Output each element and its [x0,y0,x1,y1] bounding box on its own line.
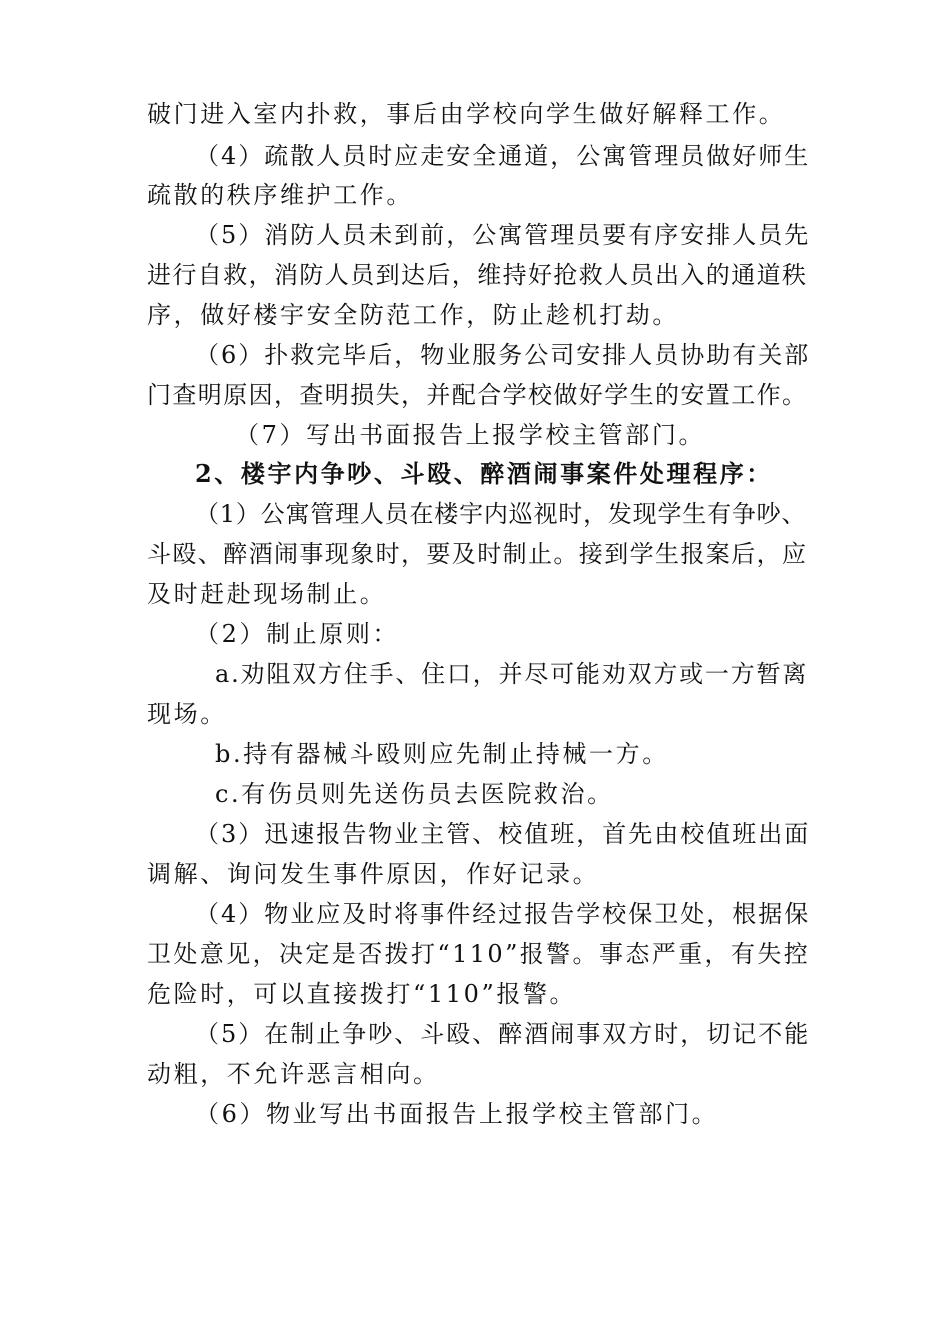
text-line: 危险时，可以直接拨打“110”报警。 [147,980,577,1008]
text-line: 疏散的秩序维护工作。 [147,181,413,209]
text-line: 及时赶赴现场制止。 [147,580,387,608]
text-line: 破门进入室内扑救，事后由学校向学生做好解释工作。 [147,100,786,128]
text-line: （2）制止原则： [195,620,400,648]
text-line: （6）物业写出书面报告上报学校主管部门。 [195,1100,719,1128]
text-line: c.有伤员则先送伤员去医院救治。 [215,780,614,808]
text-line: 动粗，不允许恶言相向。 [147,1060,440,1088]
text-line: 斗殴、醉酒闹事现象时，要及时制止。接到学生报案后，应 [147,540,808,568]
text-line: a.劝阻双方住手、住口，并尽可能劝双方或一方暂离 [215,660,809,688]
text-line: 序，做好楼宇安全防范工作，防止趁机打劫。 [147,301,679,329]
text-line: （5）在制止争吵、斗殴、醉酒闹事双方时，切记不能 [195,1020,811,1048]
text-line: b.持有器械斗殴则应先制止持械一方。 [215,740,669,768]
text-line: （1）公寓管理人员在楼宇内巡视时，发现学生有争吵、 [195,500,807,528]
text-line: （4）疏散人员时应走安全通道，公寓管理员做好师生 [195,142,811,170]
text-line: （7）写出书面报告上报学校主管部门。 [235,421,706,449]
text-line: （6）扑救完毕后，物业服务公司安排人员协助有关部 [195,341,811,369]
section-heading: 2、楼宇内争吵、斗殴、醉酒闹事案件处理程序： [195,459,773,488]
text-line: 进行自救，消防人员到达后，维持好抢救人员出入的通道秩 [147,261,808,289]
text-line: （5）消防人员未到前，公寓管理员要有序安排人员先 [195,221,811,249]
text-line: 门查明原因，查明损失，并配合学校做好学生的安置工作。 [147,381,808,409]
text-line: （4）物业应及时将事件经过报告学校保卫处，根据保 [195,900,811,928]
text-line: 现场。 [147,700,227,728]
text-line: （3）迅速报告物业主管、校值班，首先由校值班出面 [195,820,811,848]
text-line: 调解、询问发生事件原因，作好记录。 [147,860,600,888]
text-line: 卫处意见，决定是否拨打“110”报警。事态严重，有失控 [147,940,811,968]
